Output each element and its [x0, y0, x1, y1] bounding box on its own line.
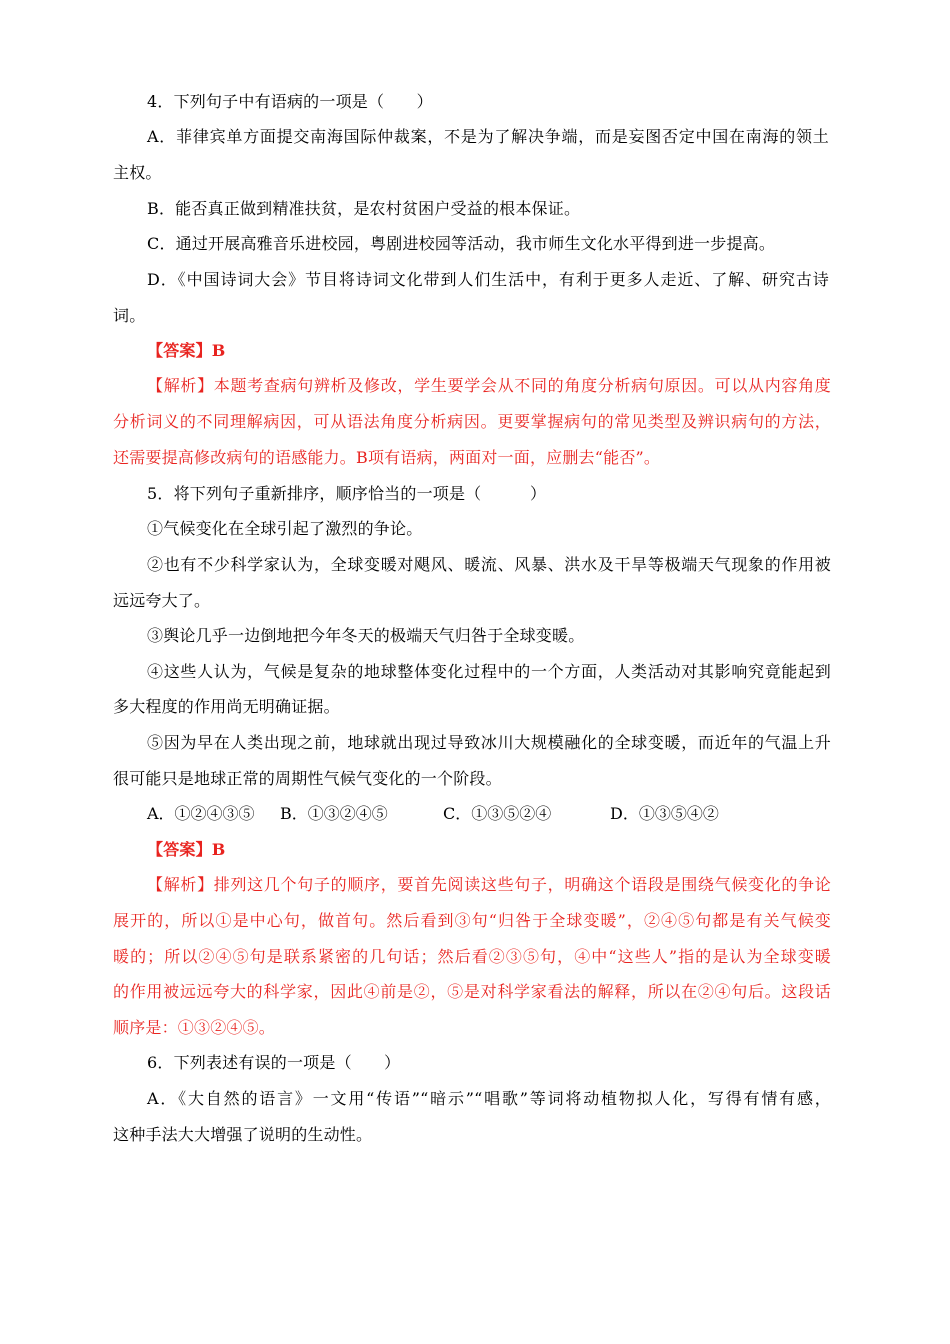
q6-option-a-line2: 这种手法大大增强了说明的生动性。 [113, 1125, 373, 1144]
q5-stem: 5．将下列句子重新排序，顺序恰当的一项是（ ） [147, 484, 547, 503]
q4-option-c: C．通过开展高雅音乐进校园，粤剧进校园等活动，我市师生文化水平得到进一步提高。 [147, 234, 776, 253]
q5-analysis-line2: 展开的，所以①是中心句，做首句。然后看到③句“归咎于全球变暖”，②④⑤句都是有关气候变 [113, 911, 831, 930]
q5-sentence-1: ①气候变化在全球引起了激烈的争论。 [147, 519, 423, 538]
q5-answer: 【答案】B [147, 840, 226, 859]
q6-stem: 6．下列表述有误的一项是（ ） [147, 1053, 401, 1072]
q5-sentence-2-line2: 远远夸大了。 [113, 591, 211, 610]
q5-option-b: B．①③②④⑤ [280, 804, 388, 823]
q5-analysis-line4: 的作用被远远夸大的科学家，因此④前是②，⑤是对科学家看法的解释，所以在②④句后。这段话 [113, 982, 831, 1001]
q4-analysis-line2: 分析词义的不同理解病因，可从语法角度分析病因。更要掌握病句的常见类型及辨识病句的方法， [113, 412, 831, 431]
q5-analysis-line5: 顺序是：①③②④⑤。 [113, 1018, 276, 1037]
q5-analysis-line1: 【解析】排列这几个句子的顺序，要首先阅读这些句子，明确这个语段是围绕气候变化的争论 [147, 875, 831, 894]
q6-option-a-line1: A．《大自然的语言》一文用“传语”“暗示”“唱歌”等词将动植物拟人化，写得有情有感， [147, 1089, 831, 1108]
q4-option-a-line1: A．菲律宾单方面提交南海国际仲裁案，不是为了解决争端，而是妄图否定中国在南海的领土 [147, 127, 829, 146]
q4-analysis-line1: 【解析】本题考查病句辨析及修改，学生要学会从不同的角度分析病句原因。可以从内容角度 [147, 376, 831, 395]
q4-analysis-line3: 还需要提高修改病句的语感能力。B项有语病，两面对一面，应删去“能否”。 [113, 448, 661, 467]
q4-option-a-line2: 主权。 [113, 163, 162, 182]
q5-sentence-4-line1: ④这些人认为，气候是复杂的地球整体变化过程中的一个方面，人类活动对其影响究竟能起到 [147, 662, 831, 681]
q5-sentence-5-line2: 很可能只是地球正常的周期性气候气变化的一个阶段。 [113, 769, 502, 788]
q4-stem: 4．下列句子中有语病的一项是（ ） [147, 92, 433, 111]
q5-sentence-4-line2: 多大程度的作用尚无明确证据。 [113, 697, 340, 716]
q4-option-d-line2: 词。 [113, 306, 146, 325]
q4-option-b: B．能否真正做到精准扶贫，是农村贫困户受益的根本保证。 [147, 199, 581, 218]
q4-option-d-line1: D．《中国诗词大会》节目将诗词文化带到人们生活中，有利于更多人走近、了解、研究古诗 [147, 270, 829, 289]
q5-option-d: D．①③⑤④② [610, 804, 719, 823]
q5-sentence-3: ③舆论几乎一边倒地把今年冬天的极端天气归咎于全球变暖。 [147, 626, 585, 645]
q5-sentence-2-line1: ②也有不少科学家认为，全球变暖对飓风、暖流、风暴、洪水及干旱等极端天气现象的作用被 [147, 555, 831, 574]
q5-analysis-line3: 暖的；所以②④⑤句是联系紧密的几句话；然后看②③⑤句，④中“这些人”指的是认为全球变暖 [113, 947, 831, 966]
q5-option-c: C．①③⑤②④ [443, 804, 552, 823]
q4-answer: 【答案】B [147, 341, 226, 360]
q5-sentence-5-line1: ⑤因为早在人类出现之前，地球就出现过导致冰川大规模融化的全球变暖，而近年的气温上升 [147, 733, 831, 752]
q5-option-a: A．①②④③⑤ [147, 804, 255, 823]
